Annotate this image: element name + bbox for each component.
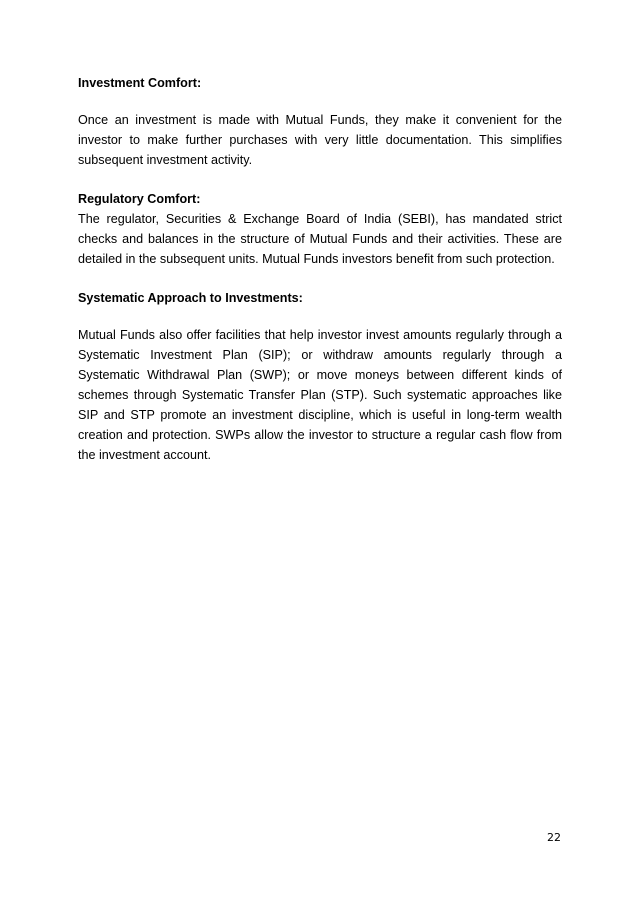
document-body bbox=[78, 73, 562, 465]
paragraph-regulatory-comfort: The regulator, Securities & Exchange Board of India (SEBI), has mandated strict checks and balances in the structure of Mutual Funds and their activities. These are detailed in the subsequent units. Mutual Funds investors benefit from such protection. bbox=[78, 212, 562, 266]
paragraph-investment-comfort: Once an investment is made with Mutual Funds, they make it convenient for the investor to make further purchases with very little documentation. This simplifies subsequent investment activity. bbox=[78, 113, 562, 167]
heading-regulatory-comfort: Regulatory Comfort: bbox=[78, 192, 201, 206]
heading-systematic-approach: Systematic Approach to Investments: bbox=[78, 291, 303, 305]
page-number: 22 bbox=[547, 831, 561, 844]
paragraph-systematic-approach: Mutual Funds also offer facilities that help investor invest amounts regularly through a Systematic Investment Plan (SIP); or withdraw amounts regularly through a Systematic Withdrawal Plan (SWP); or move moneys between different kinds of schemes through Systematic Transfer Plan (STP). Such systematic approaches like SIP and STP promote an investment discipline, which is useful in long-term wealth creation and protection. SWPs allow the investor to structure a regular cash flow from the investment account. bbox=[78, 328, 562, 462]
heading-investment-comfort: Investment Comfort: bbox=[78, 76, 202, 90]
